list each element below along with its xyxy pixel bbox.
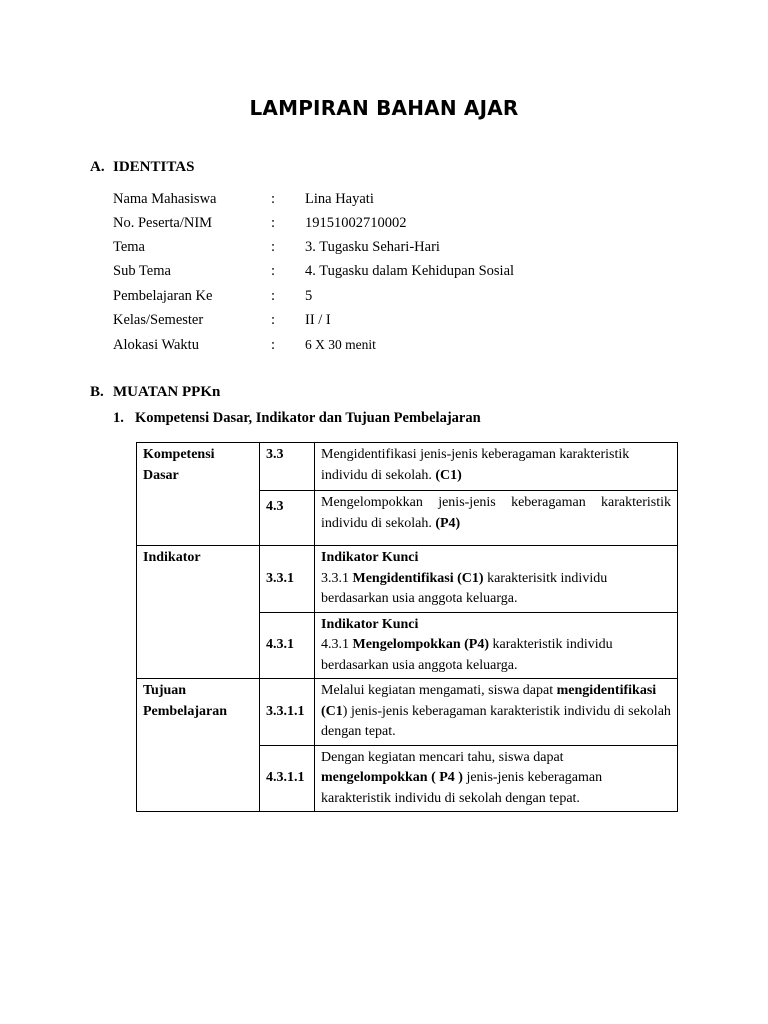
kd-level: (C1) (435, 467, 462, 483)
subsection-heading (113, 410, 481, 427)
indikator-code-cell: 4.3.1 (260, 612, 315, 679)
tujuan-text: Dengan kegiatan mencari tahu, siswa dapat (321, 749, 564, 765)
tujuan-verb: mengelompokkan ( P4 ) (321, 770, 463, 785)
identity-colon: : (271, 263, 276, 279)
tujuan-text: jenis-jenis keberagaman karakteristik individu di sekolah dengan tepat. (321, 770, 603, 806)
table-row (137, 443, 678, 491)
kd-code-cell: 3.3 (260, 443, 315, 491)
section-a-number: A. (90, 159, 105, 175)
identity-value: Lina Hayati (305, 191, 374, 207)
identity-colon: : (271, 337, 276, 353)
identity-value: 3. Tugasku Sehari-Hari (305, 239, 440, 255)
tujuan-code-cell: 4.3.1.1 (260, 745, 315, 812)
identity-label: Tema (113, 239, 145, 255)
subsection-title: Kompetensi Dasar, Indikator dan Tujuan Pembelajaran (135, 410, 481, 426)
kd-text-cell (315, 443, 678, 491)
identity-colon: : (271, 191, 276, 207)
section-b-number: B. (90, 384, 104, 400)
indikator-heading: Indikator Kunci (321, 616, 419, 632)
identity-value: 5 (305, 288, 313, 304)
identity-label: Pembelajaran Ke (113, 288, 213, 304)
tujuan-verb: mengidentifikasi (C1 (321, 683, 657, 719)
tujuan-text-cell (315, 745, 678, 812)
tujuan-text-cell (315, 679, 678, 746)
identity-value: II / I (305, 312, 331, 328)
page-title: LAMPIRAN BAHAN AJAR (249, 96, 519, 120)
identity-label: Sub Tema (113, 263, 171, 279)
identity-colon: : (271, 312, 276, 328)
indikator-text: karakterisitk individu berdasarkan usia anggota keluarga. (321, 570, 608, 606)
tujuan-text: Melalui kegiatan mengamati, siswa dapat (321, 683, 557, 698)
identity-label: No. Peserta/NIM (113, 215, 213, 231)
section-b-heading (90, 384, 220, 401)
kd-label-cell: Kompetensi Dasar (137, 443, 260, 546)
indikator-number: 3.3.1 (321, 570, 353, 586)
indikator-heading: Indikator Kunci (321, 550, 419, 565)
indikator-code-cell: 3.3.1 (260, 546, 315, 613)
identity-value: 4. Tugasku dalam Kehidupan Sosial (305, 263, 515, 279)
subsection-number: 1. (113, 410, 124, 426)
identity-colon: : (271, 288, 276, 304)
identity-label: Alokasi Waktu (113, 337, 199, 353)
kd-text: Mengelompokkan jenis-jenis keberagaman karakteristik individu di sekolah. (321, 495, 671, 531)
kd-level: (P4) (435, 515, 461, 531)
identity-label: Nama Mahasiswa (113, 191, 217, 207)
tujuan-label-cell: Tujuan Pembelajaran (137, 679, 260, 812)
indikator-label-cell: Indikator (137, 546, 260, 679)
identity-value: 19151002710002 (305, 215, 407, 231)
section-a-heading (90, 159, 194, 176)
table-row (137, 546, 678, 613)
indikator-text-cell (315, 546, 678, 613)
indikator-text: karakteristik individu berdasarkan usia anggota keluarga. (321, 637, 613, 673)
indikator-number: 4.3.1 (321, 637, 353, 652)
tujuan-text: ) jenis-jenis keberagaman karakteristik individu di sekolah dengan tepat. (321, 703, 671, 739)
identity-colon: : (271, 239, 276, 255)
identity-label: Kelas/Semester (113, 312, 204, 328)
section-b-title: MUATAN PPKn (113, 384, 221, 400)
tujuan-code-cell: 3.3.1.1 (260, 679, 315, 746)
indikator-verb: Mengidentifikasi (C1) (352, 570, 484, 586)
identity-colon: : (271, 215, 276, 231)
identity-value: 6 X 30 menit (305, 337, 376, 352)
section-a-title: IDENTITAS (113, 159, 195, 175)
table-row (137, 679, 678, 746)
competency-table (136, 442, 678, 812)
kd-code-cell: 4.3 (260, 491, 315, 546)
kd-text-cell (315, 491, 678, 546)
kd-text: Mengidentifikasi jenis-jenis keberagaman karakteristik individu di sekolah. (321, 447, 630, 483)
indikator-text-cell (315, 612, 678, 679)
indikator-verb: Mengelompokkan (P4) (352, 637, 489, 652)
